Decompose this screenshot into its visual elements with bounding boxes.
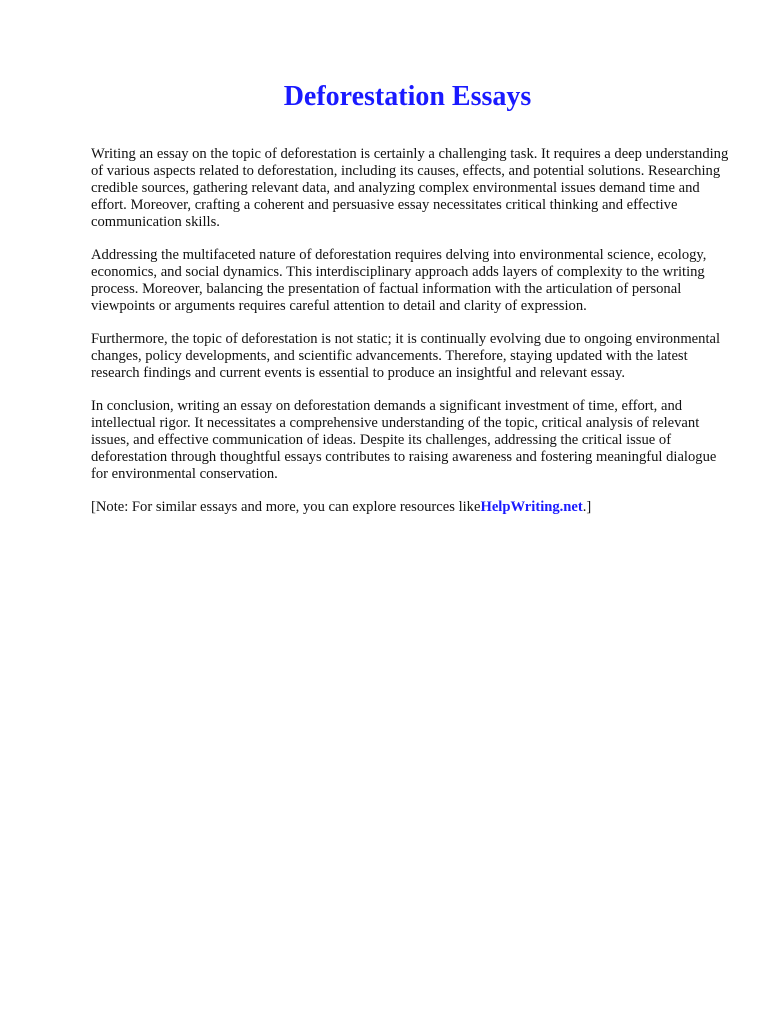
paragraph-4: In conclusion, writing an essay on deforestation demands a significant investment of time, effort, and intellectual rigor. It necessitates a comprehensive understanding of the topic, critical analysis of relevant issues, and effective communication of ideas. Despite its challenges, addressing the critical issue of deforestation through thoughtful essays contributes to raising awareness and fostering meaningful dialogue for environmental conservation. bbox=[91, 398, 717, 482]
document-body bbox=[91, 146, 731, 532]
note-prefix: [Note: For similar essays and more, you can explore resources like bbox=[91, 499, 481, 515]
paragraph-3: Furthermore, the topic of deforestation is not static; it is continually evolving due to ongoing environmental changes, policy developments, and scientific advancements. Therefore, staying updated with the latest research findings and current events is essential to produce an insightful and relevant essay. bbox=[91, 331, 721, 381]
helpwriting-link[interactable]: HelpWriting.net bbox=[480, 499, 583, 515]
paragraph-2: Addressing the multifaceted nature of deforestation requires delving into environmental science, ecology, economics, and social dynamics. This interdisciplinary approach adds layers of complexity to the writing process. Moreover, balancing the presentation of factual information with the articulation of personal viewpoints or arguments requires careful attention to detail and clarity of expression. bbox=[91, 247, 707, 314]
page-title: Deforestation Essays bbox=[283, 81, 532, 112]
note-paragraph bbox=[91, 499, 731, 516]
note-suffix: .] bbox=[582, 499, 592, 515]
paragraph-1: Writing an essay on the topic of deforestation is certainly a challenging task. It requires a deep understanding of various aspects related to deforestation, including its causes, effects, and potential solutions. Researching credible sources, gathering relevant data, and analyzing complex environmental issues demand time and effort. Moreover, crafting a coherent and persuasive essay necessitates critical thinking and effective communication skills. bbox=[91, 146, 729, 230]
